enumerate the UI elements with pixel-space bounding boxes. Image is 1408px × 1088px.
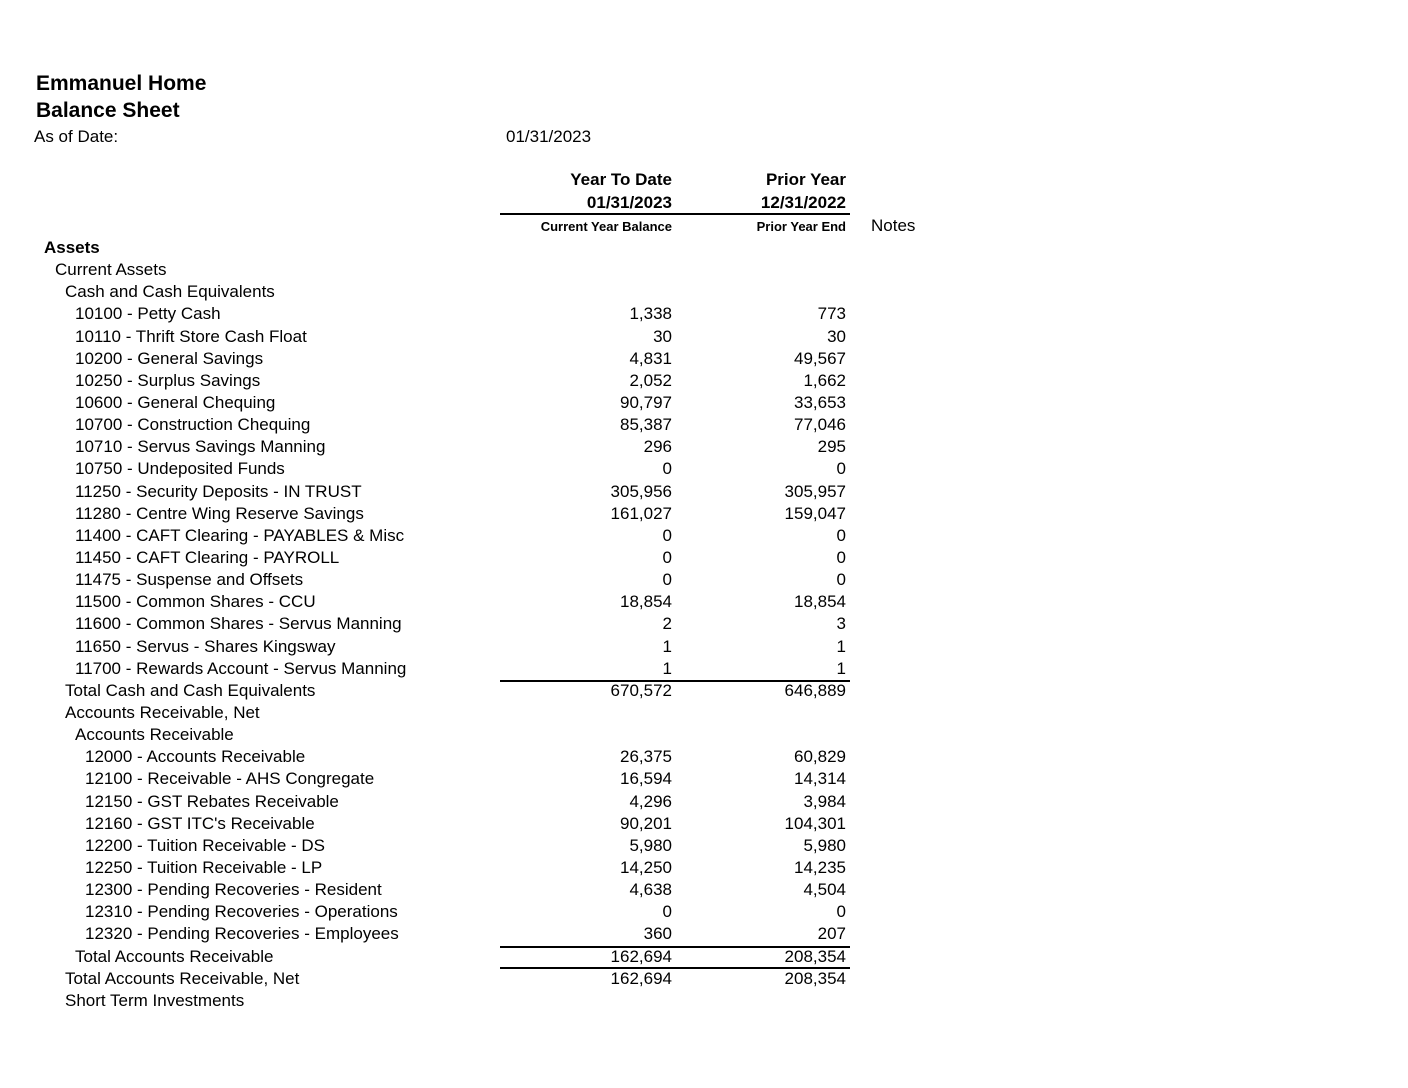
account-label: 12100 - Receivable - AHS Congregate [85,769,375,789]
account-label: 11280 - Centre Wing Reserve Savings [75,503,364,523]
account-label: 10710 - Servus Savings Manning [75,437,326,457]
account-label: 10600 - General Chequing [75,392,276,412]
ytd-value: 2,052 [629,370,672,390]
account-label: 12150 - GST Rebates Receivable [85,791,339,811]
ytd-value: 30 [653,326,672,346]
ytd-value: 360 [643,924,672,944]
prior-value: 0 [836,525,846,545]
table-row [0,724,1000,746]
prior-value: 5,980 [803,835,846,855]
account-label: Current Assets [55,260,167,280]
prior-column-subtitle: Prior Year End [756,219,846,234]
header-rule [500,213,850,215]
prior-value: 4,504 [803,880,846,900]
table-row [0,746,1000,768]
ytd-value: 5,980 [629,835,672,855]
account-label: Total Accounts Receivable, Net [65,968,300,988]
organization-name: Emmanuel Home [36,72,207,95]
prior-value: 3,984 [803,791,846,811]
ytd-value: 90,797 [620,392,672,412]
ytd-column-subtitle: Current Year Balance [540,219,672,234]
table-row [0,370,1000,392]
table-row [0,835,1000,857]
account-label: Assets [44,238,100,257]
account-label: 10200 - General Savings [75,348,264,368]
account-label: Accounts Receivable, Net [65,702,260,722]
table-row [0,702,1000,724]
account-label: 12310 - Pending Recoveries - Operations [85,902,398,922]
ytd-value: 4,831 [629,348,672,368]
table-row [0,414,1000,436]
account-label: 11600 - Common Shares - Servus Manning [75,614,402,634]
report-title: Balance Sheet [36,99,180,122]
table-row [0,923,1000,945]
ytd-value: 1 [662,658,672,678]
ytd-value: 0 [662,902,672,922]
account-label: 10100 - Petty Cash [75,304,221,324]
account-label: 12250 - Tuition Receivable - LP [85,857,323,877]
table-row [0,813,1000,835]
table-row [0,768,1000,790]
prior-value: 208,354 [784,946,846,966]
table-row [0,237,1000,259]
table-row [0,303,1000,325]
account-label: 10110 - Thrift Store Cash Float [75,326,307,346]
prior-value: 14,235 [794,857,846,877]
prior-value: 0 [836,570,846,590]
account-label: 12320 - Pending Recoveries - Employees [85,924,399,944]
notes-column-header: Notes [871,216,916,235]
ytd-value: 305,956 [610,481,672,501]
table-row [0,525,1000,547]
account-label: 11700 - Rewards Account - Servus Manning [75,658,407,678]
prior-value: 1 [836,658,846,678]
account-label: Cash and Cash Equivalents [65,282,275,302]
prior-value: 60,829 [794,747,846,767]
account-label: Accounts Receivable [75,725,234,745]
ytd-value: 4,638 [629,880,672,900]
account-label: 11650 - Servus - Shares Kingsway [75,636,336,656]
ytd-value: 670,572 [610,680,672,700]
table-row [0,481,1000,503]
account-label: 12000 - Accounts Receivable [85,747,306,767]
prior-value: 104,301 [784,813,846,833]
table-row [0,968,1000,990]
as-of-date: 01/31/2023 [506,127,592,146]
table-row [0,259,1000,281]
prior-value: 77,046 [794,415,846,435]
account-label: 10750 - Undeposited Funds [75,459,285,479]
prior-value: 0 [836,902,846,922]
account-label: 12160 - GST ITC's Receivable [85,813,315,833]
prior-value: 646,889 [784,680,846,700]
account-label: 10250 - Surplus Savings [75,370,261,390]
prior-value: 0 [836,459,846,479]
ytd-value: 296 [643,437,672,457]
table-row [0,946,1000,968]
table-row [0,857,1000,879]
table-row [0,569,1000,591]
prior-value: 33,653 [794,392,846,412]
account-label: 11400 - CAFT Clearing - PAYABLES & Misc [75,525,405,545]
account-label: Total Accounts Receivable [75,946,274,966]
table-row [0,990,1000,1012]
ytd-value: 1,338 [629,304,672,324]
ytd-value: 0 [662,459,672,479]
as-of-label: As of Date: [34,127,119,146]
ytd-value: 161,027 [610,503,672,523]
ytd-column-date: 01/31/2023 [586,193,672,212]
table-row [0,547,1000,569]
ytd-value: 85,387 [620,415,672,435]
account-label: 11500 - Common Shares - CCU [75,592,316,612]
account-label: 11250 - Security Deposits - IN TRUST [75,481,362,501]
ytd-value: 0 [662,525,672,545]
ytd-value: 1 [662,636,672,656]
table-row [0,791,1000,813]
prior-value: 18,854 [794,592,846,612]
prior-value: 159,047 [784,503,846,523]
ytd-value: 16,594 [620,769,672,789]
prior-value: 1 [836,636,846,656]
ytd-value: 162,694 [610,968,672,988]
account-label: Short Term Investments [65,990,245,1010]
ytd-value: 14,250 [620,857,672,877]
table-row [0,326,1000,348]
ytd-column-title: Year To Date [570,170,672,189]
account-label: 10700 - Construction Chequing [75,415,311,435]
prior-value: 295 [817,437,846,457]
balance-sheet-rows [0,237,1000,1012]
prior-value: 207 [817,924,846,944]
ytd-value: 0 [662,547,672,567]
account-label: 11450 - CAFT Clearing - PAYROLL [75,547,340,567]
account-label: 12300 - Pending Recoveries - Resident [85,880,382,900]
ytd-value: 90,201 [620,813,672,833]
prior-value: 0 [836,547,846,567]
account-label: 12200 - Tuition Receivable - DS [85,835,326,855]
prior-value: 208,354 [784,968,846,988]
table-row [0,392,1000,414]
table-row [0,436,1000,458]
table-row [0,613,1000,635]
ytd-value: 0 [662,570,672,590]
ytd-value: 18,854 [620,592,672,612]
account-label: 11475 - Suspense and Offsets [75,570,304,590]
table-row [0,591,1000,613]
table-row [0,879,1000,901]
prior-value: 49,567 [794,348,846,368]
prior-column-title: Prior Year [765,170,846,189]
ytd-value: 2 [662,614,672,634]
table-row [0,901,1000,923]
table-row [0,680,1000,702]
table-row [0,348,1000,370]
table-row [0,658,1000,680]
prior-value: 3 [836,614,846,634]
prior-value: 30 [827,326,846,346]
prior-value: 773 [817,304,846,324]
prior-value: 1,662 [803,370,846,390]
account-label: Total Cash and Cash Equivalents [65,680,316,700]
table-row [0,458,1000,480]
ytd-value: 26,375 [620,747,672,767]
table-row [0,281,1000,303]
prior-column-date: 12/31/2022 [760,193,846,212]
prior-value: 305,957 [784,481,846,501]
ytd-value: 4,296 [629,791,672,811]
table-row [0,503,1000,525]
ytd-value: 162,694 [610,946,672,966]
table-row [0,636,1000,658]
prior-value: 14,314 [794,769,846,789]
